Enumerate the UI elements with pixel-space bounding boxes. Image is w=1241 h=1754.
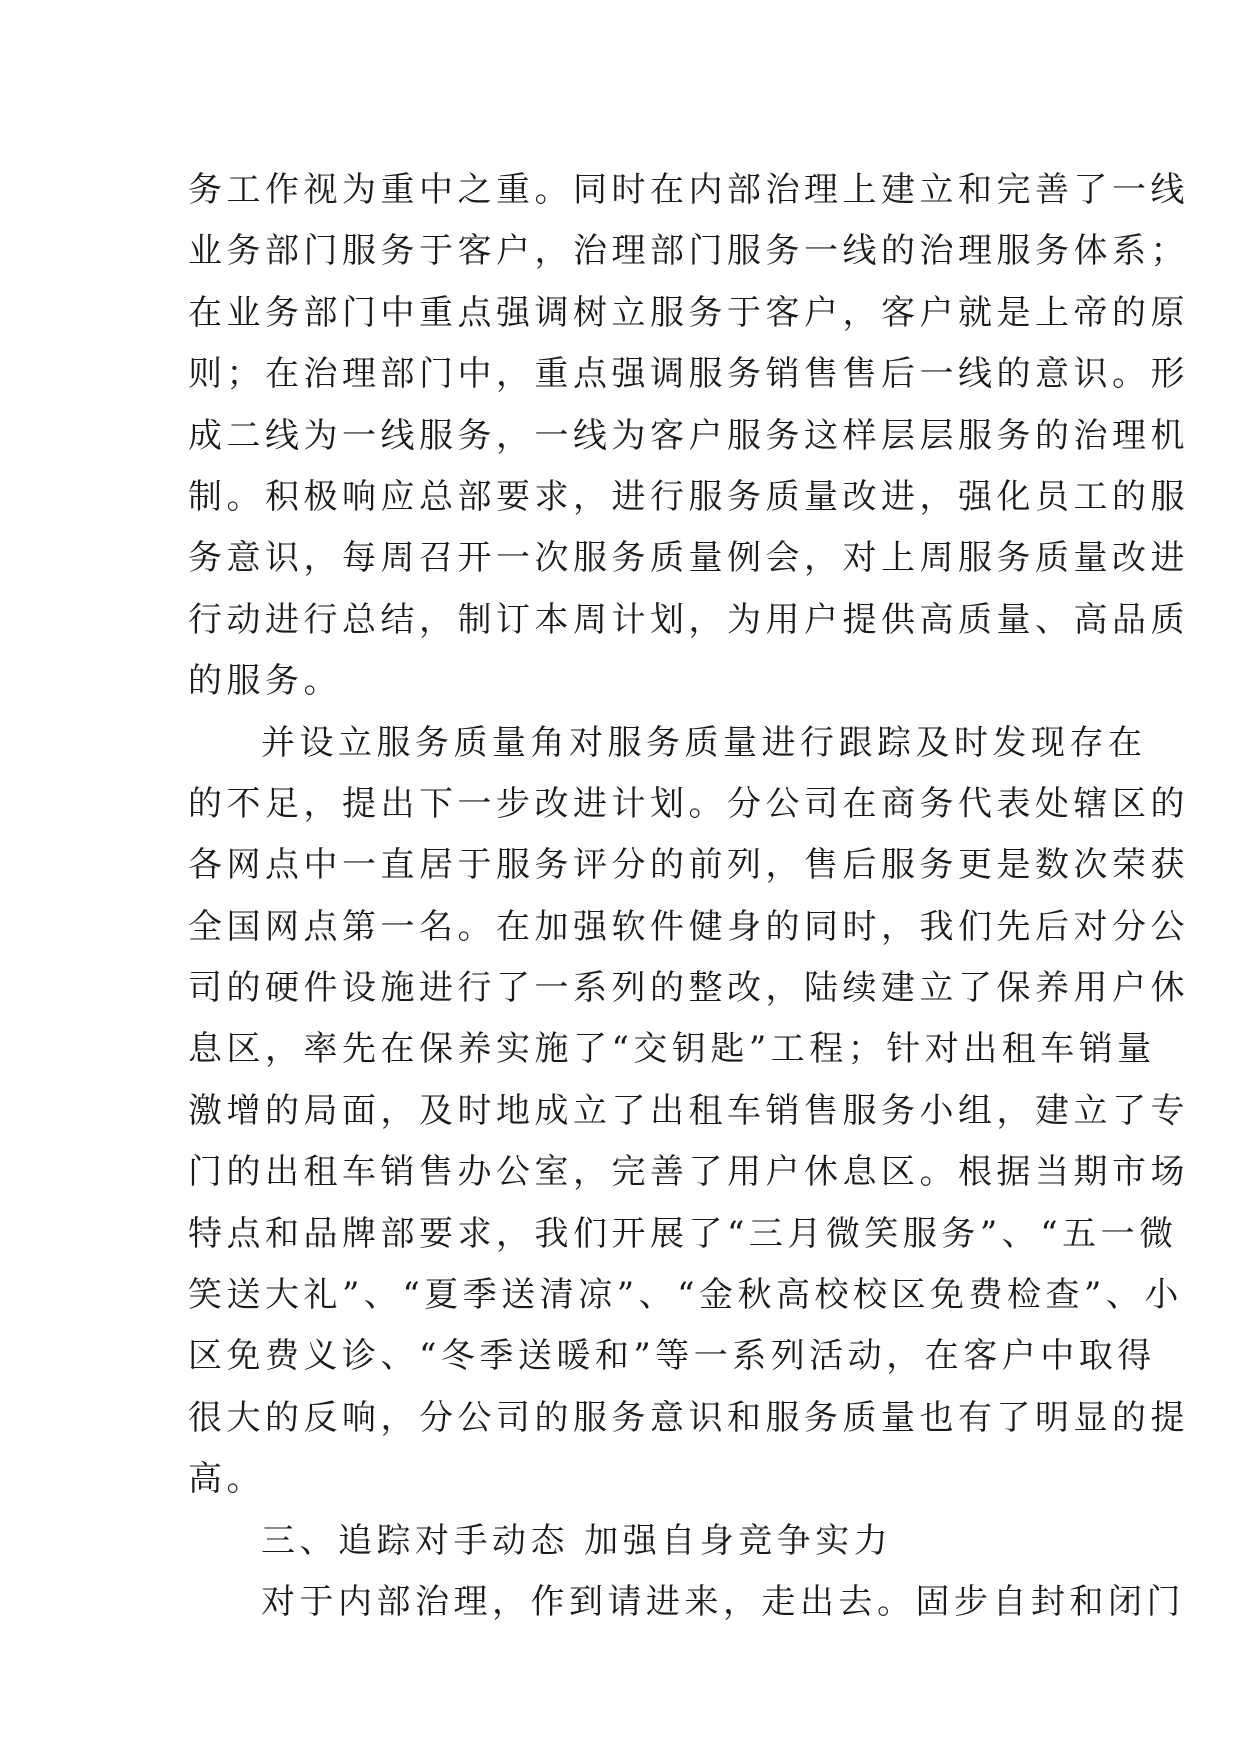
text-line: 司的硬件设施进行了一系列的整改，陆续建立了保养用户休 [188,968,1189,1009]
text-line: 激增的局面，及时地成立了出租车销售服务小组，建立了专 [188,1090,1189,1131]
text-line: 全国网点第一名。在加强软件健身的同时，我们先后对分公 [188,906,1189,947]
text-line: 则；在治理部门中，重点强调服务销售售后一线的意识。形 [188,354,1189,395]
text-line: 各网点中一直居于服务评分的前列，售后服务更是数次荣获 [188,845,1189,886]
text-line: 很大的反响，分公司的服务意识和服务质量也有了明显的提 [188,1397,1189,1438]
paragraph-4 [188,1572,1185,1633]
text-line: 制。积极响应总部要求，进行服务质量改进，强化员工的服 [188,476,1189,517]
paragraph-2 [188,713,1189,1511]
text-line: 在业务部门中重点强调树立服务于客户，客户就是上帝的原 [188,292,1189,333]
text-line: 业务部门服务于客户，治理部门服务一线的治理服务体系； [188,231,1189,272]
text-line: 息区，率先在保养实施了“交钥匙”工程；针对出租车销量 [188,1029,1156,1070]
text-line: 的不足，提出下一步改进计划。分公司在商务代表处辖区的 [188,783,1189,824]
text-line: 对于内部治理，作到请进来，走出去。固步自封和闭门 [261,1581,1185,1622]
document-body [188,160,1189,1633]
text-line: 高。 [188,1459,265,1500]
text-line: 并设立服务质量角对服务质量进行跟踪及时发现存在 [261,722,1147,763]
text-line: 门的出租车销售办公室，完善了用户休息区。根据当期市场 [188,1152,1189,1193]
section-heading: 三、追踪对手动态 加强自身竞争实力 [261,1520,893,1561]
text-line: 务意识，每周召开一次服务质量例会，对上周服务质量改进 [188,538,1189,579]
text-line: 务工作视为重中之重。同时在内部治理上建立和完善了一线 [188,170,1189,210]
text-line: 特点和品牌部要求，我们开展了“三月微笑服务”、“五一微 [188,1213,1178,1254]
text-line: 区免费义诊、“冬季送暖和”等一系列活动，在客户中取得 [188,1336,1156,1377]
paragraph-1 [188,160,1189,713]
text-line: 成二线为一线服务，一线为客户服务这样层层服务的治理机 [188,415,1189,456]
text-line: 笑送大礼”、“夏季送清凉”、“金秋高校校区免费检查”、小 [188,1275,1183,1316]
text-line: 行动进行总结，制订本周计划，为用户提供高质量、高品质 [188,599,1189,640]
text-line: 的服务。 [188,661,342,702]
